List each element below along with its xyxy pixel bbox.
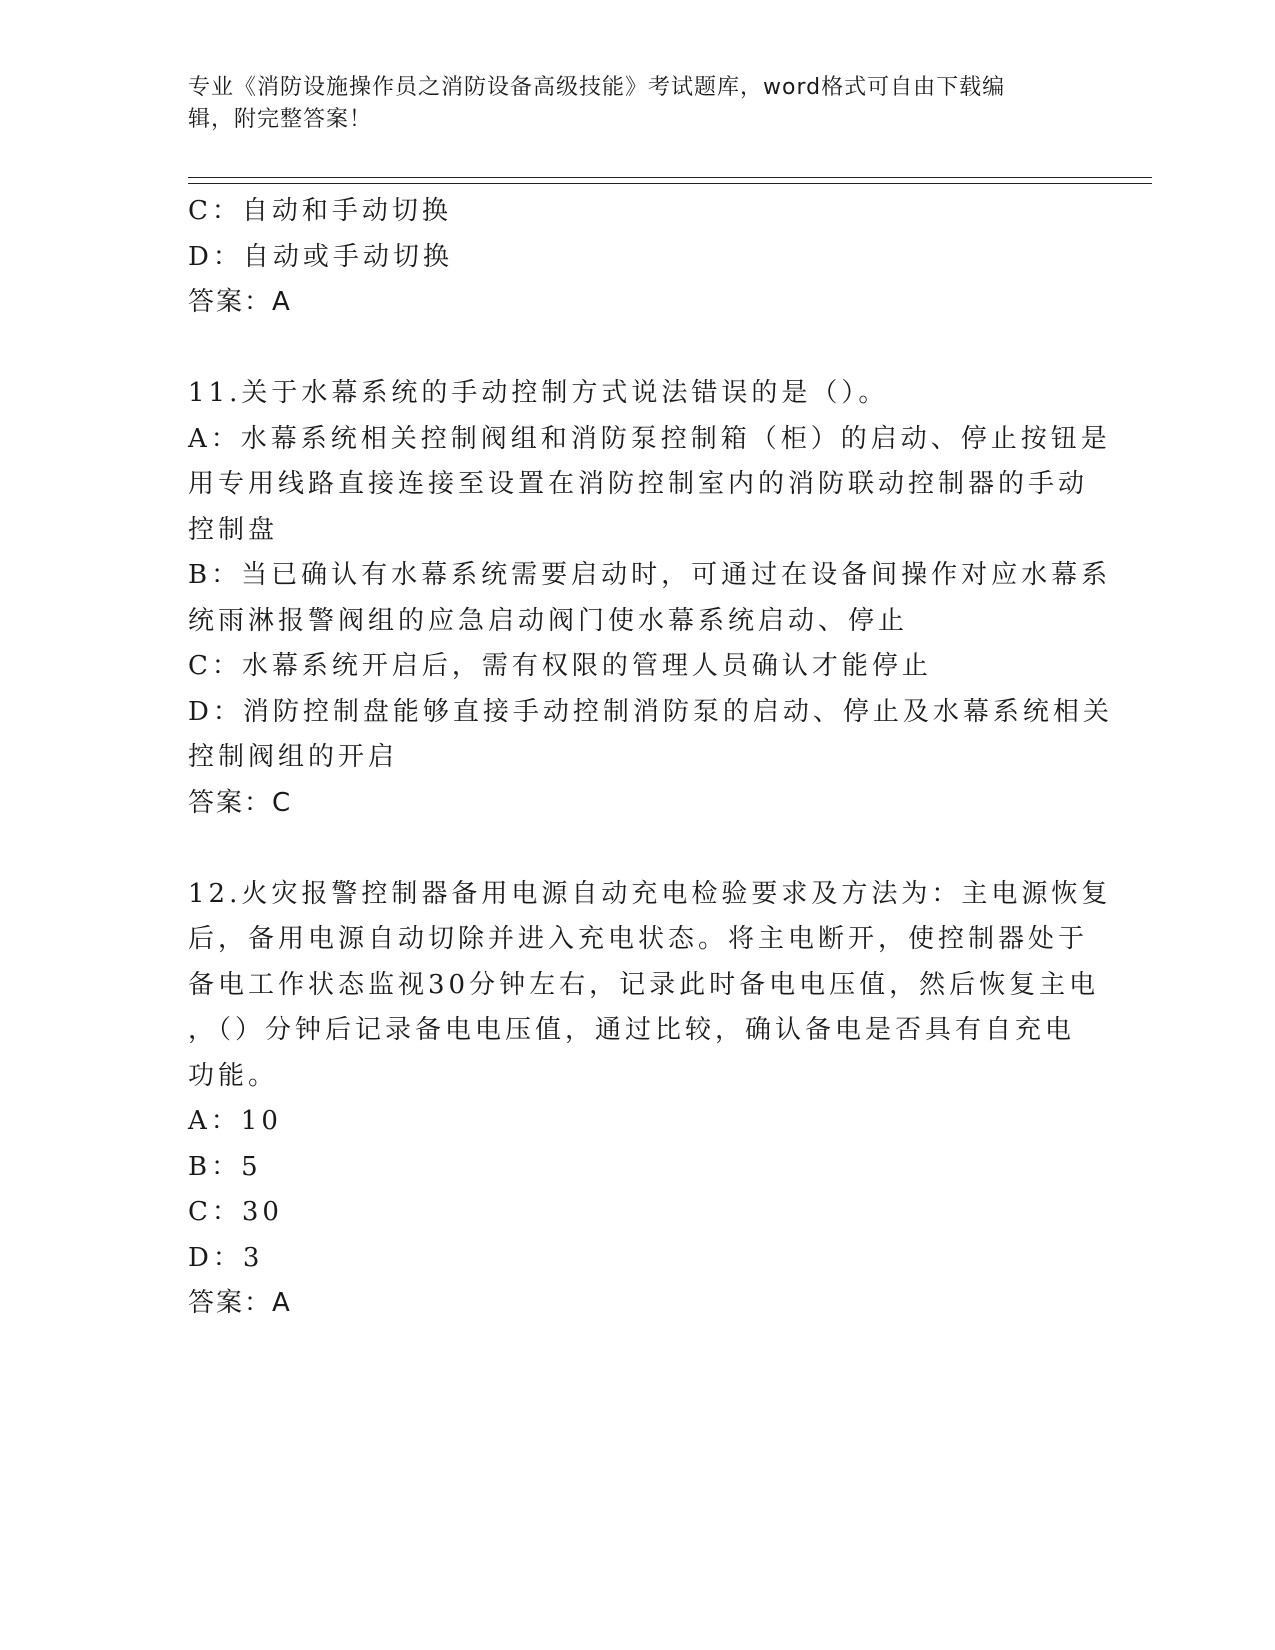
question-stem-line-2: 后，备用电源自动切除并进入充电状态。将主电断开，使控制器处于	[188, 924, 1089, 954]
question-stem: 11.关于水幕系统的手动控制方式说法错误的是（）。	[188, 378, 889, 408]
header-divider-bottom	[188, 183, 1152, 184]
question-12	[188, 872, 1112, 1327]
option-d-line-2: 控制阀组的开启	[188, 742, 399, 772]
answer: 答案：C	[188, 787, 293, 818]
question-stem-line-1: 12.火灾报警控制器备用电源自动充电检验要求及方法为：主电源恢复	[188, 878, 1112, 909]
spacer	[188, 326, 1088, 372]
answer: 答案：A	[188, 287, 292, 317]
question-11	[188, 371, 1113, 826]
question-stem-line-4: ，（）分钟后记录备电电压值，通过比较，确认备电是否具有自充电	[188, 1015, 1076, 1045]
option-b: B：5	[188, 1151, 262, 1182]
option-a-line-1: A：水幕系统相关控制阀组和消防泵控制箱（柜）的启动、停止按钮是	[188, 423, 1111, 454]
header-line-2: 辑，附完整答案！	[188, 107, 373, 132]
question-stem-line-5: 功能。	[188, 1060, 279, 1091]
option-b-line-1: B：当已确认有水幕系统需要启动时，可通过在设备间操作对应水幕系	[188, 560, 1112, 590]
option-d-line-1: D：消防控制盘能够直接手动控制消防泵的启动、停止及水幕系统相关	[188, 696, 1113, 727]
option-a-line-3: 控制盘	[188, 514, 279, 545]
question-stem-line-3: 备电工作状态监视30分钟左右，记录此时备电电压值，然后恢复主电	[188, 969, 1100, 1000]
option-d: D：自动或手动切换	[188, 241, 453, 272]
document-body	[188, 189, 1113, 1327]
header-divider-top	[188, 177, 1152, 178]
page-header	[188, 72, 1068, 136]
option-c: C：30	[188, 1197, 283, 1227]
previous-question-tail	[188, 189, 1088, 326]
option-c: C：水幕系统开启后，需有权限的管理人员确认才能停止	[188, 651, 932, 681]
option-c: C：自动和手动切换	[188, 196, 452, 226]
option-d: D：3	[188, 1242, 264, 1273]
option-a: A：10	[188, 1106, 282, 1136]
spacer	[188, 826, 1088, 872]
header-line-1: 专业《消防设施操作员之消防设备高级技能》考试题库，word格式可自由下载编	[188, 75, 1006, 100]
option-a-line-2: 用专用线路直接连接至设置在消防控制室内的消防联动控制器的手动	[188, 469, 1089, 499]
option-b-line-2: 统雨淋报警阀组的应急启动阀门使水幕系统启动、停止	[188, 605, 909, 636]
answer: 答案：A	[188, 1288, 292, 1318]
